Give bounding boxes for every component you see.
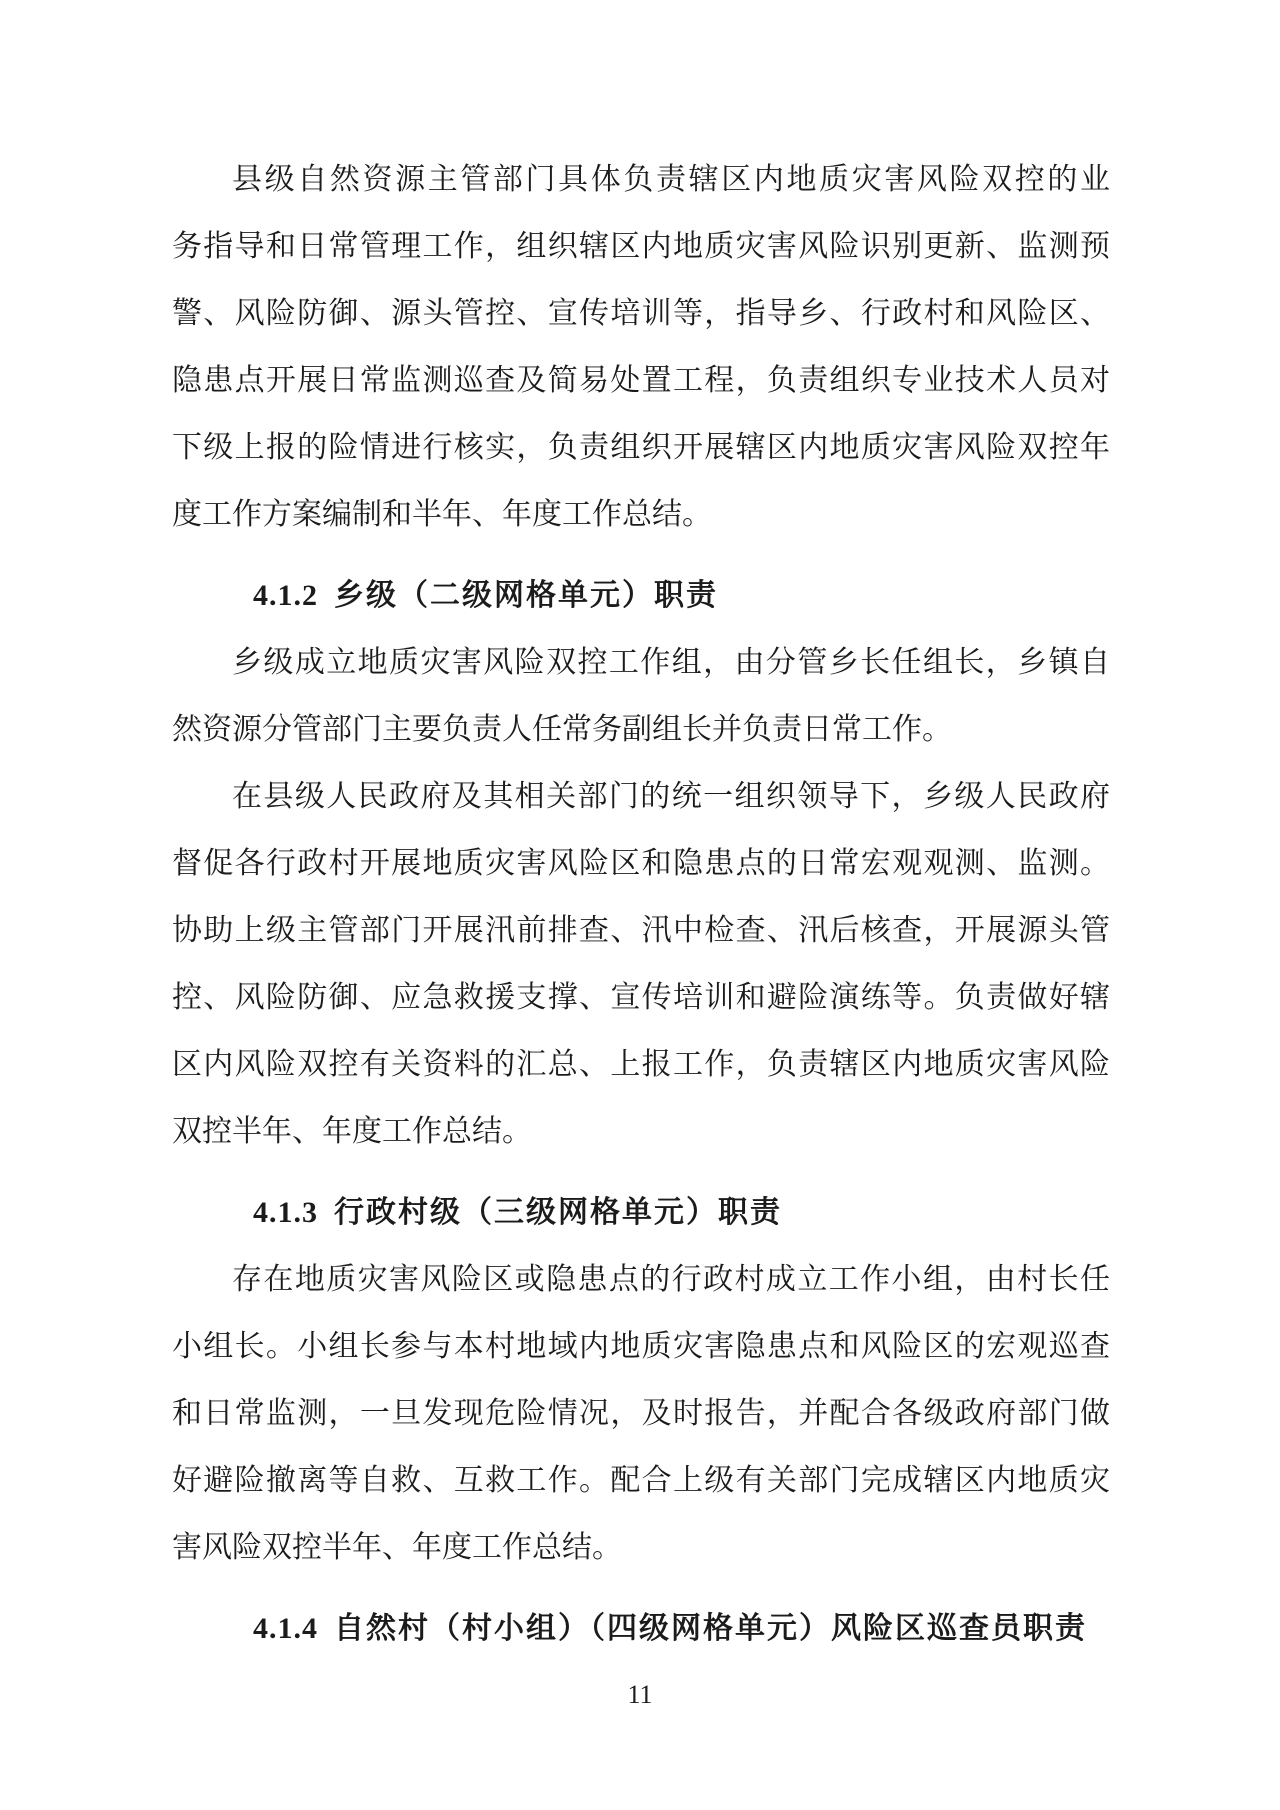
text-line: 督促各行政村开展地质灾害风险区和隐患点的日常宏观观测、监测。 <box>172 847 1110 880</box>
section-heading <box>172 1595 1110 1662</box>
heading-title: 行政村级（三级网格单元）职责 <box>334 1196 782 1229</box>
text-line: 害风险双控半年、年度工作总结。 <box>172 1531 622 1564</box>
body-paragraph <box>172 1246 1110 1581</box>
text-line: 隐患点开展日常监测巡查及简易处置工程，负责组织专业技术人员对 <box>172 364 1110 397</box>
heading-number: 4.1.4 <box>253 1612 318 1645</box>
text-line: 控、风险防御、应急救援支撑、宣传培训和避险演练等。负责做好辖 <box>172 981 1110 1014</box>
heading-number: 4.1.3 <box>253 1196 318 1229</box>
section-heading <box>172 1179 1110 1246</box>
text-line: 协助上级主管部门开展汛前排查、汛中检查、汛后核查，开展源头管 <box>172 914 1110 947</box>
text-line: 小组长。小组长参与本村地域内地质灾害隐患点和风险区的宏观巡查 <box>172 1330 1110 1363</box>
text-line: 县级自然资源主管部门具体负责辖区内地质灾害风险双控的业 <box>232 163 1110 196</box>
text-line: 区内风险双控有关资料的汇总、上报工作，负责辖区内地质灾害风险 <box>172 1048 1110 1081</box>
text-line: 在县级人民政府及其相关部门的统一组织领导下，乡级人民政府 <box>232 780 1110 813</box>
text-line: 然资源分管部门主要负责人任常务副组长并负责日常工作。 <box>172 713 952 746</box>
heading-number: 4.1.2 <box>253 579 318 612</box>
text-line: 好避险撤离等自救、互救工作。配合上级有关部门完成辖区内地质灾 <box>172 1464 1110 1497</box>
text-line: 乡级成立地质灾害风险双控工作组，由分管乡长任组长，乡镇自 <box>232 646 1110 679</box>
heading-title: 乡级（二级网格单元）职责 <box>334 579 718 612</box>
page-number: 11 <box>627 1680 653 1709</box>
text-line: 下级上报的险情进行核实，负责组织开展辖区内地质灾害风险双控年 <box>172 431 1110 464</box>
body-paragraph <box>172 146 1110 548</box>
heading-title: 自然村（村小组）（四级网格单元）风险区巡查员职责 <box>334 1612 1087 1645</box>
text-line: 警、风险防御、源头管控、宣传培训等，指导乡、行政村和风险区、 <box>172 297 1110 330</box>
text-line: 和日常监测，一旦发现危险情况，及时报告，并配合各级政府部门做 <box>172 1397 1110 1430</box>
section-heading <box>172 562 1110 629</box>
text-line: 务指导和日常管理工作，组织辖区内地质灾害风险识别更新、监测预 <box>172 230 1110 263</box>
text-line: 存在地质灾害风险区或隐患点的行政村成立工作小组，由村长任 <box>232 1263 1110 1296</box>
document-content <box>172 146 1110 1662</box>
text-line: 双控半年、年度工作总结。 <box>172 1115 532 1148</box>
text-line: 度工作方案编制和半年、年度工作总结。 <box>172 498 712 531</box>
body-paragraph <box>172 629 1110 763</box>
body-paragraph <box>172 763 1110 1165</box>
